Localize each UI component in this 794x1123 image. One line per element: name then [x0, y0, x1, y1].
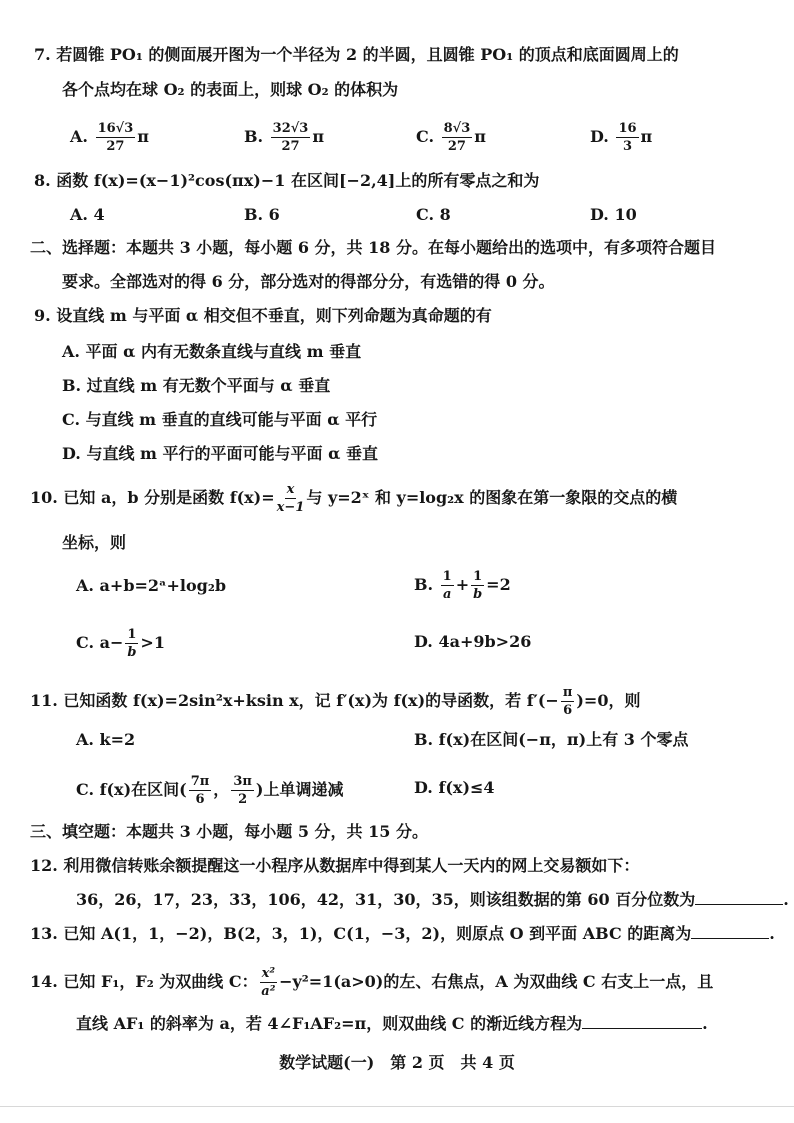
- section2-heading-2: 要求。全部选对的得 6 分，部分选对的得部分分，有选错的得 0 分。: [62, 272, 555, 291]
- page-footer: 数学试题(一) 第 2 页 共 4 页: [279, 1053, 515, 1072]
- q11-option-c: C. f(x)在区间( $\frac{7\pi}{6}$ ， $\frac{3\pi}{2}$ )上单调递减: [76, 774, 344, 807]
- q11-option-d: D. f(x)≤4: [414, 778, 495, 797]
- q7-stem-1: 若圆锥 PO₁ 的侧面展开图为一个半径为 2 的半圆，且圆锥 PO₁ 的顶点和底面圆周上的: [56, 45, 679, 64]
- q9-stem-line: 9. 设直线 m 与平面 α 相交但不垂直，则下列命题为真命题的有: [34, 306, 492, 325]
- q8-option-d: D. 10: [590, 205, 637, 224]
- q7-option-b: B. $\frac{32√3}{27}$ π: [244, 121, 325, 154]
- q9-option-a: A. 平面 α 内有无数条直线与直线 m 垂直: [62, 342, 362, 361]
- q9-option-c: C. 与直线 m 垂直的直线可能与平面 α 平行: [62, 410, 378, 429]
- q8-option-c: C. 8: [416, 205, 451, 224]
- q11-stem-line: 11. 已知函数 f(x)=2sin²x+ksin x，记 f′(x)为 f(x)的导函数，若 f′(− $\frac{\pi}{6}$ )=0，则: [30, 685, 641, 718]
- q7-option-d: D. $\frac{16}{3}$ π: [590, 121, 653, 154]
- q8-stem: 函数 f(x)=(x−1)²cos(πx)−1 在区间[−2,4]上的所有零点之和为: [56, 171, 540, 190]
- q14-answer-blank[interactable]: [582, 1014, 702, 1029]
- q13-stem-line: 13. 已知 A(1，1，−2)，B(2，3，1)，C(1，−3，2)，则原点 O 到平面 ABC 的距离为 .: [30, 924, 775, 943]
- q9-stem: 设直线 m 与平面 α 相交但不垂直，则下列命题为真命题的有: [56, 306, 492, 325]
- q12-answer-blank[interactable]: [695, 890, 783, 905]
- q10-option-c: C. a− $\frac{1}{b}$ >1: [76, 627, 165, 660]
- section3-heading: 三、填空题：本题共 3 小题，每小题 5 分，共 15 分。: [30, 822, 428, 841]
- q9-option-d: D. 与直线 m 平行的平面可能与平面 α 垂直: [62, 444, 378, 463]
- q8-option-b: B. 6: [244, 205, 280, 224]
- section2-heading-1: 二、选择题：本题共 3 小题，每小题 6 分，共 18 分。在每小题给出的选项中，有多项符合题目: [30, 238, 716, 257]
- q7-option-c: C. $\frac{8√3}{27}$ π: [416, 121, 486, 154]
- q10-stem-2: 坐标，则: [62, 533, 127, 552]
- q14-stem-line: 14. 已知 F₁，F₂ 为双曲线 C： $\frac{\text{x²}}{\text{a²}}$ −y²=1(a>0)的左、右焦点，A 为双曲线 C 右支上一点，且: [30, 966, 714, 999]
- q12-stem-2: 36，26，17，23，33，106，42，31，30，35，则该组数据的第 60 百分位数为 .: [76, 890, 789, 909]
- q7-option-a: A. $\frac{16√3}{27}$ π: [70, 121, 149, 154]
- q7-line1: [34, 45, 679, 65]
- q7-stem-2: 各个点均在球 O₂ 的表面上，则球 O₂ 的体积为: [62, 80, 399, 99]
- q11-option-b: B. f(x)在区间(−π，π)上有 3 个零点: [414, 730, 689, 749]
- q8-stem-line: 8. 函数 f(x)=(x−1)²cos(πx)−1 在区间[−2,4]上的所有零点之和为: [34, 171, 540, 190]
- q13-answer-blank[interactable]: [691, 924, 769, 939]
- q10-option-b: B. $\frac{1}{a}$ + $\frac{1}{b}$ =2: [414, 569, 511, 602]
- q12-stem-line: 12. 利用微信转账余额提醒这一小程序从数据库中得到某人一天内的网上交易额如下：: [30, 856, 640, 875]
- bottom-divider: [0, 1106, 794, 1107]
- q10-option-d: D. 4a+9b>26: [414, 632, 532, 651]
- q11-option-a: A. k=2: [76, 730, 136, 749]
- q10-option-a: A. a+b=2ᵃ+log₂b: [76, 576, 227, 595]
- q8-option-a: A. 4: [70, 205, 105, 224]
- q10-stem-line: 10. 已知 a，b 分别是函数 f(x)= $\frac{x}{x-1}$ 与 y=2ˣ 和 y=log₂x 的图象在第一象限的交点的横: [30, 482, 678, 515]
- q7-number: 7.: [34, 45, 51, 64]
- q9-option-b: B. 过直线 m 有无数个平面与 α 垂直: [62, 376, 331, 395]
- q14-stem-2: 直线 AF₁ 的斜率为 a，若 4∠F₁AF₂=π，则双曲线 C 的渐近线方程为 .: [76, 1014, 708, 1033]
